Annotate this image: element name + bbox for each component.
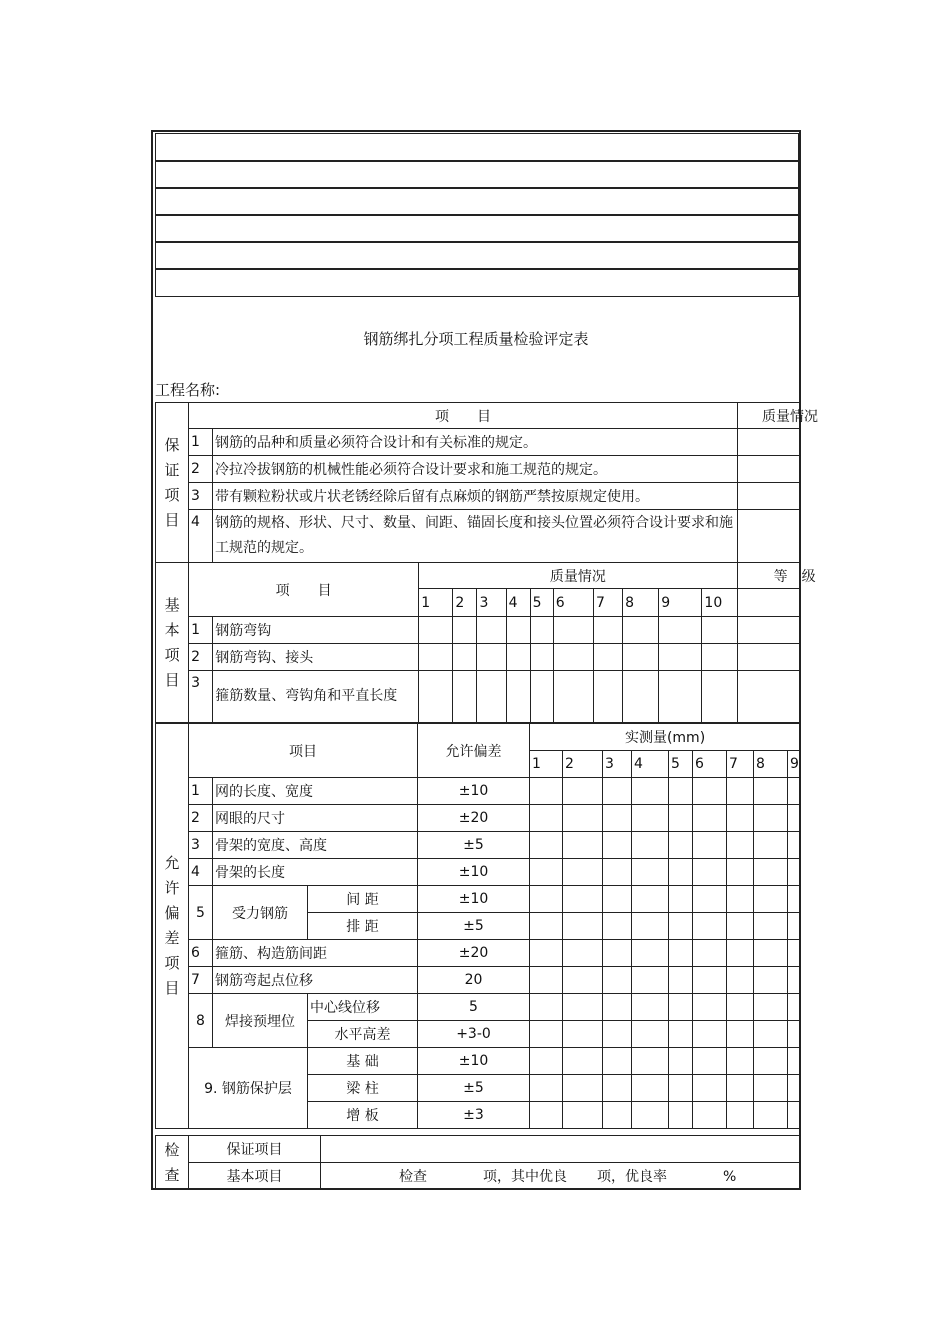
quality-cell[interactable] bbox=[530, 617, 553, 644]
tolerance-item-text: 受力钢筋 bbox=[213, 886, 308, 940]
tolerance-value: ±10 bbox=[418, 1048, 530, 1075]
measure-cell[interactable] bbox=[632, 886, 669, 913]
tolerance-value: +3-0 bbox=[418, 1021, 530, 1048]
basic-item-text: 钢筋弯钩 bbox=[213, 617, 419, 644]
quality-cell[interactable] bbox=[623, 644, 659, 671]
measure-cell[interactable] bbox=[530, 940, 563, 967]
measure-cell[interactable] bbox=[632, 1048, 669, 1075]
measure-cell[interactable] bbox=[788, 913, 801, 940]
check-side-label: 检 查 bbox=[156, 1136, 189, 1190]
measure-cell[interactable] bbox=[727, 994, 754, 1021]
measure-cell[interactable] bbox=[632, 1021, 669, 1048]
quality-cell[interactable] bbox=[530, 644, 553, 671]
quality-cell[interactable] bbox=[553, 644, 593, 671]
guarantee-item-text: 钢筋的规格、形状、尺寸、数量、间距、锚固长度和接头位置必须符合设计要求和施工规范的规定。 bbox=[213, 510, 738, 563]
measure-cell[interactable] bbox=[603, 940, 632, 967]
check-text: 检查 bbox=[399, 1169, 427, 1185]
measure-cell[interactable] bbox=[727, 1048, 754, 1075]
tolerance-value: ±5 bbox=[418, 832, 530, 859]
col-number: 7 bbox=[727, 751, 754, 778]
quality-cell[interactable] bbox=[477, 671, 506, 723]
guarantee-side-label: 保 证 项 目 bbox=[156, 403, 189, 563]
quality-cell[interactable] bbox=[553, 617, 593, 644]
project-name-label: 工程名称: bbox=[155, 381, 221, 399]
row-number: 5 bbox=[189, 886, 213, 940]
measure-cell[interactable] bbox=[669, 1048, 693, 1075]
col-number: 6 bbox=[693, 751, 727, 778]
check-text: 项，其中优良 bbox=[483, 1169, 567, 1185]
tolerance-sub-item: 间 距 bbox=[308, 886, 418, 913]
quality-cell[interactable] bbox=[553, 671, 593, 723]
measure-cell[interactable] bbox=[754, 805, 788, 832]
measure-cell[interactable] bbox=[563, 994, 603, 1021]
measure-cell[interactable] bbox=[754, 967, 788, 994]
col-number: 8 bbox=[623, 589, 659, 617]
measure-cell[interactable] bbox=[727, 832, 754, 859]
tolerance-header-measure: 实测量(mm) bbox=[530, 724, 801, 751]
measure-cell[interactable] bbox=[603, 778, 632, 805]
measure-cell[interactable] bbox=[727, 940, 754, 967]
measure-cell[interactable] bbox=[693, 1048, 727, 1075]
tolerance-item-text: 焊接预埋位 bbox=[213, 994, 308, 1048]
measure-cell[interactable] bbox=[603, 886, 632, 913]
quality-cell[interactable] bbox=[419, 617, 453, 644]
measure-cell[interactable] bbox=[788, 940, 801, 967]
row-number: 3 bbox=[189, 832, 213, 859]
measure-cell[interactable] bbox=[530, 1102, 563, 1129]
measure-cell[interactable] bbox=[563, 832, 603, 859]
measure-cell[interactable] bbox=[563, 1075, 603, 1102]
measure-cell[interactable] bbox=[669, 1075, 693, 1102]
measure-cell[interactable] bbox=[530, 1021, 563, 1048]
tolerance-item-text: 网眼的尺寸 bbox=[213, 805, 418, 832]
measure-cell[interactable] bbox=[669, 886, 693, 913]
basic-item-text: 钢筋弯钩、接头 bbox=[213, 644, 419, 671]
measure-cell[interactable] bbox=[693, 1021, 727, 1048]
measure-cell[interactable] bbox=[788, 1102, 801, 1129]
tolerance-value: ±20 bbox=[418, 940, 530, 967]
row-number: 8 bbox=[189, 994, 213, 1048]
tolerance-item-text: 箍筋、构造筋间距 bbox=[213, 940, 418, 967]
measure-cell[interactable] bbox=[603, 859, 632, 886]
measure-cell[interactable] bbox=[669, 1102, 693, 1129]
grade-cell[interactable] bbox=[737, 671, 799, 723]
row-number: 7 bbox=[189, 967, 213, 994]
measure-cell[interactable] bbox=[788, 805, 801, 832]
quality-cell[interactable] bbox=[477, 644, 506, 671]
measure-cell[interactable] bbox=[693, 886, 727, 913]
basic-table bbox=[155, 562, 816, 723]
tolerance-value: 5 bbox=[418, 994, 530, 1021]
basic-header-grade: 等 级 bbox=[737, 563, 799, 589]
measure-cell[interactable] bbox=[632, 859, 669, 886]
row-number: 1 bbox=[189, 778, 213, 805]
measure-cell[interactable] bbox=[632, 967, 669, 994]
measure-cell[interactable] bbox=[754, 1075, 788, 1102]
measure-cell[interactable] bbox=[727, 1075, 754, 1102]
tolerance-sub-item: 梁 柱 bbox=[308, 1075, 418, 1102]
tolerance-value: ±5 bbox=[418, 1075, 530, 1102]
tolerance-table bbox=[155, 723, 801, 1129]
check-text: 项，优良率 bbox=[597, 1169, 667, 1185]
measure-cell[interactable] bbox=[788, 994, 801, 1021]
measure-cell[interactable] bbox=[693, 778, 727, 805]
measure-cell[interactable] bbox=[632, 778, 669, 805]
measure-cell[interactable] bbox=[669, 940, 693, 967]
measure-cell[interactable] bbox=[754, 778, 788, 805]
measure-cell[interactable] bbox=[727, 967, 754, 994]
measure-cell[interactable] bbox=[754, 1102, 788, 1129]
tolerance-header-tol: 允许偏差 bbox=[418, 724, 530, 778]
measure-cell[interactable] bbox=[669, 967, 693, 994]
quality-cell[interactable] bbox=[702, 617, 737, 644]
measure-cell[interactable] bbox=[788, 778, 801, 805]
tolerance-sub-item: 中心线位移 bbox=[308, 994, 418, 1021]
quality-cell[interactable] bbox=[738, 483, 801, 510]
quality-cell[interactable] bbox=[738, 429, 801, 456]
measure-cell[interactable] bbox=[603, 1102, 632, 1129]
measure-cell[interactable] bbox=[788, 1075, 801, 1102]
measure-cell[interactable] bbox=[693, 1075, 727, 1102]
measure-cell[interactable] bbox=[632, 805, 669, 832]
measure-cell[interactable] bbox=[603, 913, 632, 940]
measure-cell[interactable] bbox=[693, 832, 727, 859]
measure-cell[interactable] bbox=[693, 1102, 727, 1129]
quality-cell[interactable] bbox=[506, 644, 530, 671]
measure-cell[interactable] bbox=[788, 1021, 801, 1048]
quality-cell[interactable] bbox=[506, 671, 530, 723]
measure-cell[interactable] bbox=[530, 967, 563, 994]
measure-cell[interactable] bbox=[530, 1075, 563, 1102]
quality-cell[interactable] bbox=[659, 671, 702, 723]
check-guarantee-value[interactable] bbox=[321, 1136, 801, 1163]
measure-cell[interactable] bbox=[693, 994, 727, 1021]
measure-cell[interactable] bbox=[603, 967, 632, 994]
check-basic-summary[interactable] bbox=[321, 1163, 801, 1190]
measure-cell[interactable] bbox=[693, 967, 727, 994]
col-number: 1 bbox=[530, 751, 563, 778]
measure-cell[interactable] bbox=[754, 886, 788, 913]
row-number: 9. bbox=[204, 1081, 218, 1097]
col-number: 6 bbox=[553, 589, 593, 617]
measure-cell[interactable] bbox=[754, 1021, 788, 1048]
col-number: 9 bbox=[659, 589, 702, 617]
row-number: 2 bbox=[189, 805, 213, 832]
measure-cell[interactable] bbox=[603, 805, 632, 832]
col-number: 3 bbox=[477, 589, 506, 617]
quality-cell[interactable] bbox=[659, 644, 702, 671]
measure-cell[interactable] bbox=[727, 778, 754, 805]
quality-cell[interactable] bbox=[419, 644, 453, 671]
tolerance-value: ±3 bbox=[418, 1102, 530, 1129]
measure-cell[interactable] bbox=[563, 913, 603, 940]
measure-cell[interactable] bbox=[754, 994, 788, 1021]
measure-cell[interactable] bbox=[669, 859, 693, 886]
measure-cell[interactable] bbox=[563, 940, 603, 967]
row-number: 6 bbox=[189, 940, 213, 967]
col-number: 1 bbox=[419, 589, 453, 617]
measure-cell[interactable] bbox=[603, 1048, 632, 1075]
row-number: 1 bbox=[189, 429, 213, 456]
measure-cell[interactable] bbox=[754, 1048, 788, 1075]
quality-cell[interactable] bbox=[623, 617, 659, 644]
measure-cell[interactable] bbox=[669, 913, 693, 940]
measure-cell[interactable] bbox=[669, 832, 693, 859]
quality-cell[interactable] bbox=[530, 671, 553, 723]
measure-cell[interactable] bbox=[788, 859, 801, 886]
measure-cell[interactable] bbox=[563, 805, 603, 832]
tolerance-header-item: 项目 bbox=[189, 724, 418, 778]
measure-cell[interactable] bbox=[563, 859, 603, 886]
measure-cell[interactable] bbox=[530, 805, 563, 832]
tolerance-item-text: 网的长度、宽度 bbox=[213, 778, 418, 805]
col-number: 5 bbox=[530, 589, 553, 617]
measure-cell[interactable] bbox=[727, 805, 754, 832]
measure-cell[interactable] bbox=[563, 1102, 603, 1129]
measure-cell[interactable] bbox=[632, 1102, 669, 1129]
measure-cell[interactable] bbox=[530, 886, 563, 913]
measure-cell[interactable] bbox=[693, 940, 727, 967]
measure-cell[interactable] bbox=[669, 994, 693, 1021]
quality-cell[interactable] bbox=[702, 644, 737, 671]
check-text: % bbox=[723, 1169, 737, 1185]
col-number: 2 bbox=[563, 751, 603, 778]
form-title: 钢筋绑扎分项工程质量检验评定表 bbox=[363, 330, 589, 348]
measure-cell[interactable] bbox=[727, 886, 754, 913]
measure-cell[interactable] bbox=[727, 1021, 754, 1048]
measure-cell[interactable] bbox=[603, 1075, 632, 1102]
measure-cell[interactable] bbox=[669, 805, 693, 832]
measure-cell[interactable] bbox=[632, 994, 669, 1021]
tolerance-value: ±20 bbox=[418, 805, 530, 832]
measure-cell[interactable] bbox=[563, 886, 603, 913]
row-number: 2 bbox=[189, 644, 213, 671]
measure-cell[interactable] bbox=[788, 967, 801, 994]
measure-cell[interactable] bbox=[563, 778, 603, 805]
measure-cell[interactable] bbox=[603, 994, 632, 1021]
quality-cell[interactable] bbox=[593, 617, 622, 644]
col-number: 10 bbox=[702, 589, 737, 617]
basic-header-quality: 质量情况 bbox=[419, 563, 737, 589]
guarantee-header-item: 项 目 bbox=[189, 403, 738, 429]
measure-cell[interactable] bbox=[788, 1048, 801, 1075]
quality-cell[interactable] bbox=[453, 671, 477, 723]
tolerance-item-text: 骨架的长度 bbox=[213, 859, 418, 886]
row-number: 4 bbox=[189, 859, 213, 886]
measure-cell[interactable] bbox=[727, 913, 754, 940]
measure-cell[interactable] bbox=[563, 967, 603, 994]
quality-cell[interactable] bbox=[738, 510, 801, 563]
measure-cell[interactable] bbox=[727, 859, 754, 886]
guarantee-item-text: 冷拉冷拔钢筋的机械性能必须符合设计要求和施工规范的规定。 bbox=[213, 456, 738, 483]
measure-cell[interactable] bbox=[603, 1021, 632, 1048]
row-number: 3 bbox=[189, 671, 213, 723]
quality-cell[interactable] bbox=[593, 671, 622, 723]
grade-cell[interactable] bbox=[737, 589, 799, 617]
col-number: 2 bbox=[453, 589, 477, 617]
measure-cell[interactable] bbox=[563, 1048, 603, 1075]
grade-cell[interactable] bbox=[737, 617, 799, 644]
quality-cell[interactable] bbox=[477, 617, 506, 644]
basic-side-label: 基 本 项 目 bbox=[156, 563, 189, 723]
quality-cell[interactable] bbox=[453, 617, 477, 644]
measure-cell[interactable] bbox=[669, 778, 693, 805]
guarantee-item-text: 带有颗粒粉状或片状老锈经除后留有点麻烦的钢筋严禁按原规定使用。 bbox=[213, 483, 738, 510]
quality-cell[interactable] bbox=[506, 617, 530, 644]
header-lines bbox=[155, 133, 799, 297]
tolerance-value: ±5 bbox=[418, 913, 530, 940]
check-table bbox=[155, 1135, 801, 1190]
measure-cell[interactable] bbox=[530, 1048, 563, 1075]
measure-cell[interactable] bbox=[727, 1102, 754, 1129]
measure-cell[interactable] bbox=[632, 832, 669, 859]
check-basic-label: 基本项目 bbox=[189, 1163, 321, 1190]
measure-cell[interactable] bbox=[632, 940, 669, 967]
tolerance-item-text: 骨架的宽度、高度 bbox=[213, 832, 418, 859]
measure-cell[interactable] bbox=[530, 913, 563, 940]
measure-cell[interactable] bbox=[530, 832, 563, 859]
col-number: 5 bbox=[669, 751, 693, 778]
tolerance-item-text: 钢筋弯起点位移 bbox=[213, 967, 418, 994]
quality-cell[interactable] bbox=[419, 671, 453, 723]
tolerance-item-label: 钢筋保护层 bbox=[221, 1081, 292, 1097]
measure-cell[interactable] bbox=[754, 913, 788, 940]
guarantee-header-quality: 质量情况 bbox=[738, 403, 801, 429]
guarantee-table bbox=[155, 402, 818, 563]
measure-cell[interactable] bbox=[563, 1021, 603, 1048]
measure-cell[interactable] bbox=[693, 805, 727, 832]
quality-cell[interactable] bbox=[702, 671, 737, 723]
row-number: 3 bbox=[189, 483, 213, 510]
quality-cell[interactable] bbox=[659, 617, 702, 644]
tolerance-sub-item: 排 距 bbox=[308, 913, 418, 940]
measure-cell[interactable] bbox=[632, 913, 669, 940]
tolerance-sub-item: 增 板 bbox=[308, 1102, 418, 1129]
col-number: 7 bbox=[593, 589, 622, 617]
measure-cell[interactable] bbox=[530, 778, 563, 805]
measure-cell[interactable] bbox=[530, 859, 563, 886]
quality-cell[interactable] bbox=[738, 456, 801, 483]
col-number: 9 bbox=[788, 751, 801, 778]
tolerance-value: ±10 bbox=[418, 778, 530, 805]
measure-cell[interactable] bbox=[693, 859, 727, 886]
grade-cell[interactable] bbox=[737, 644, 799, 671]
row-number: 2 bbox=[189, 456, 213, 483]
col-number: 8 bbox=[754, 751, 788, 778]
guarantee-item-text: 钢筋的品种和质量必须符合设计和有关标准的规定。 bbox=[213, 429, 738, 456]
measure-cell[interactable] bbox=[754, 859, 788, 886]
tolerance-item-text bbox=[189, 1048, 308, 1129]
tolerance-sub-item: 基 础 bbox=[308, 1048, 418, 1075]
col-number: 4 bbox=[632, 751, 669, 778]
row-number: 4 bbox=[189, 510, 213, 563]
tolerance-value: 20 bbox=[418, 967, 530, 994]
measure-cell[interactable] bbox=[632, 1075, 669, 1102]
measure-cell[interactable] bbox=[754, 940, 788, 967]
col-number: 3 bbox=[603, 751, 632, 778]
quality-cell[interactable] bbox=[453, 644, 477, 671]
measure-cell[interactable] bbox=[530, 994, 563, 1021]
quality-cell[interactable] bbox=[623, 671, 659, 723]
measure-cell[interactable] bbox=[669, 1021, 693, 1048]
measure-cell[interactable] bbox=[693, 913, 727, 940]
tolerance-value: ±10 bbox=[418, 886, 530, 913]
quality-cell[interactable] bbox=[593, 644, 622, 671]
tolerance-side-label: 允 许 偏 差 项 目 bbox=[156, 724, 189, 1129]
tolerance-sub-item: 水平高差 bbox=[308, 1021, 418, 1048]
row-number: 1 bbox=[189, 617, 213, 644]
col-number: 4 bbox=[506, 589, 530, 617]
measure-cell[interactable] bbox=[788, 832, 801, 859]
tolerance-value: ±10 bbox=[418, 859, 530, 886]
check-guarantee-label: 保证项目 bbox=[189, 1136, 321, 1163]
measure-cell[interactable] bbox=[603, 832, 632, 859]
basic-item-text: 箍筋数量、弯钩角和平直长度 bbox=[213, 671, 419, 723]
basic-header-item: 项 目 bbox=[189, 563, 419, 617]
measure-cell[interactable] bbox=[788, 886, 801, 913]
measure-cell[interactable] bbox=[754, 832, 788, 859]
